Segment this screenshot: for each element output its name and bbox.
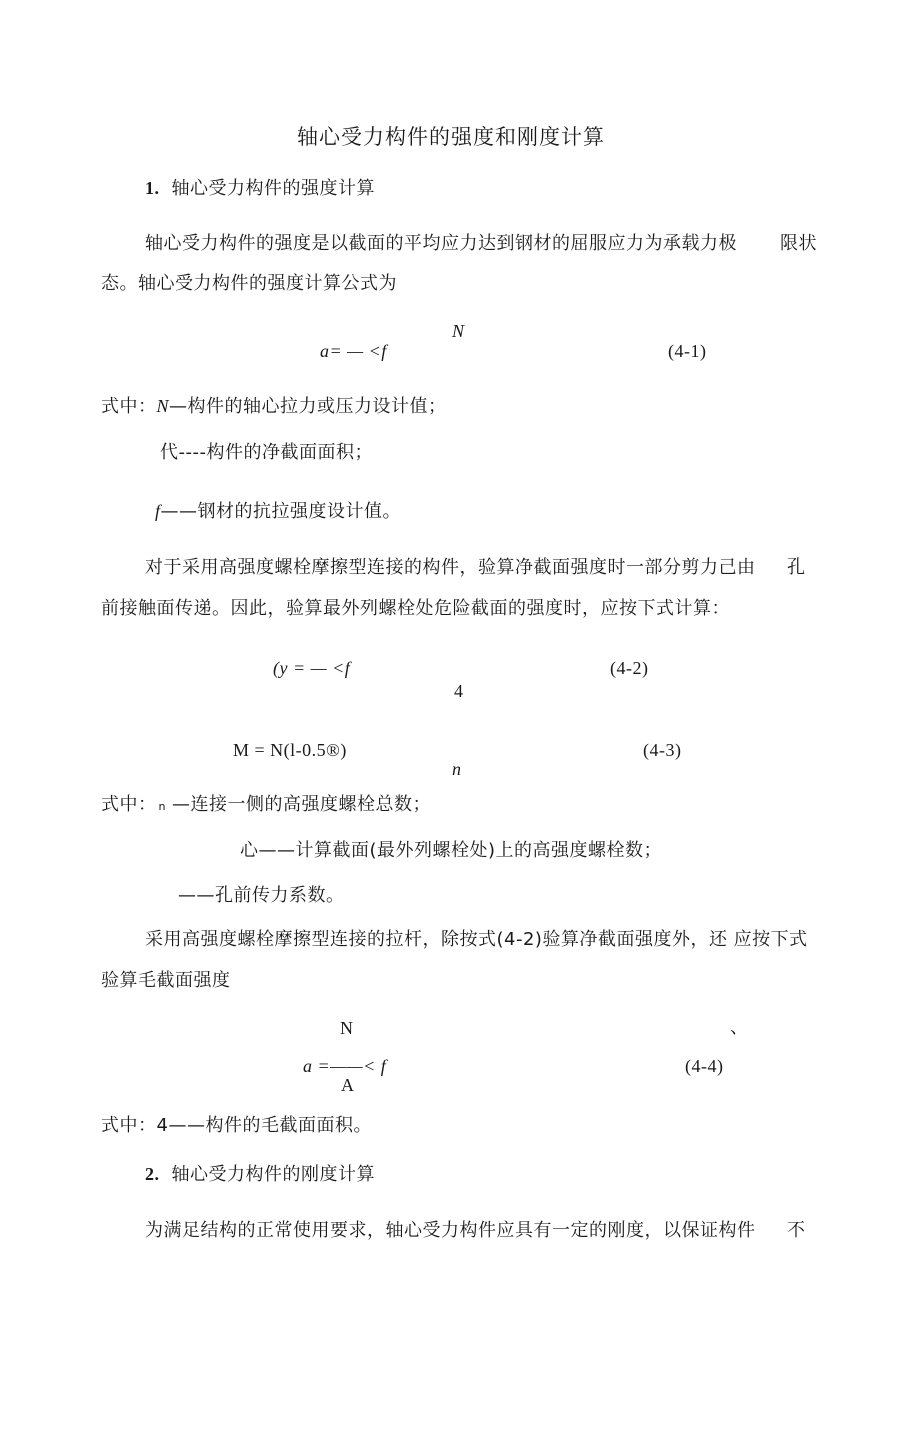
where-2-line-2: 心——计算截面(最外列螺栓处)上的高强度螺栓数； [240, 840, 663, 861]
paragraph-3-line-2: 验算毛截面强度 [101, 970, 231, 991]
eq4-stray-mark: 、 [730, 1017, 749, 1038]
eq2-label: (4-2) [610, 658, 649, 678]
eq2-denominator: 4 [454, 681, 464, 701]
eq3-label: (4-3) [643, 740, 682, 760]
paragraph-4-line-1-end: 不 [787, 1220, 806, 1241]
eq1-label: (4-1) [668, 341, 707, 361]
eq1-numerator: N [452, 321, 465, 341]
paragraph-1-line-1-end: 限状 [780, 233, 817, 254]
section-1-heading [145, 177, 375, 200]
section-1-title: 轴心受力构件的强度计算 [171, 178, 375, 199]
where-1-prefix: 式中： [101, 396, 157, 417]
page-title: 轴心受力构件的强度和刚度计算 [297, 125, 605, 149]
where-2-line-1 [101, 794, 431, 818]
eq2-expression: (y = — <f [273, 658, 351, 678]
paragraph-2-line-1-end: 孔 [787, 557, 806, 578]
eq4-label: (4-4) [685, 1056, 724, 1076]
where-2-desc: —连接一侧的高强度螺栓总数； [171, 794, 431, 815]
paragraph-1-line-1: 轴心受力构件的强度是以截面的平均应力达到钢材的屈服应力为承载力极 [145, 233, 737, 254]
where-1-line-1 [101, 395, 447, 418]
where-1-line-3-desc: ——钢材的抗拉强度设计值。 [160, 501, 402, 522]
section-1-number: 1. [145, 178, 160, 198]
paragraph-2-line-1: 对于采用高强度螺栓摩擦型连接的构件，验算净截面强度时一部分剪力己由 [145, 557, 756, 578]
where-1-line-3-symbol: f [155, 501, 161, 521]
where-2-subscript: n [158, 800, 166, 813]
eq1-expression: a= — <f [320, 341, 387, 361]
where-2-prefix: 式中： [101, 794, 157, 815]
where-1-symbol: N [156, 396, 170, 416]
eq4-numerator: N [340, 1018, 354, 1038]
where-1-desc: —构件的轴心拉力或压力设计值； [169, 396, 447, 417]
paragraph-1-line-2: 态。轴心受力构件的强度计算公式为 [101, 273, 397, 294]
section-2-heading [145, 1163, 375, 1186]
where-1-line-2: 代----构件的净截面面积； [160, 442, 373, 463]
section-2-title: 轴心受力构件的刚度计算 [171, 1164, 375, 1185]
paragraph-3-line-1: 采用高强度螺栓摩擦型连接的拉杆，除按式(4-2)验算净截面强度外，还 应按下式 [145, 929, 808, 950]
where-3-line: 式中：4——构件的毛截面面积。 [101, 1115, 372, 1136]
where-1-line-3 [155, 500, 401, 523]
eq3-expression: M = N(l-0.5®) [233, 740, 347, 760]
eq3-denominator: n [452, 759, 462, 779]
eq4-denominator: A [341, 1075, 355, 1095]
where-2-line-3: ——孔前传力系数。 [178, 885, 345, 906]
paragraph-2-line-2: 前接触面传递。因此，验算最外列螺栓处危险截面的强度时，应按下式计算： [101, 598, 730, 619]
paragraph-4-line-1: 为满足结构的正常使用要求，轴心受力构件应具有一定的刚度，以保证构件 [145, 1220, 756, 1241]
section-2-number: 2. [145, 1164, 160, 1184]
eq4-expression: a =——< f [303, 1056, 387, 1076]
